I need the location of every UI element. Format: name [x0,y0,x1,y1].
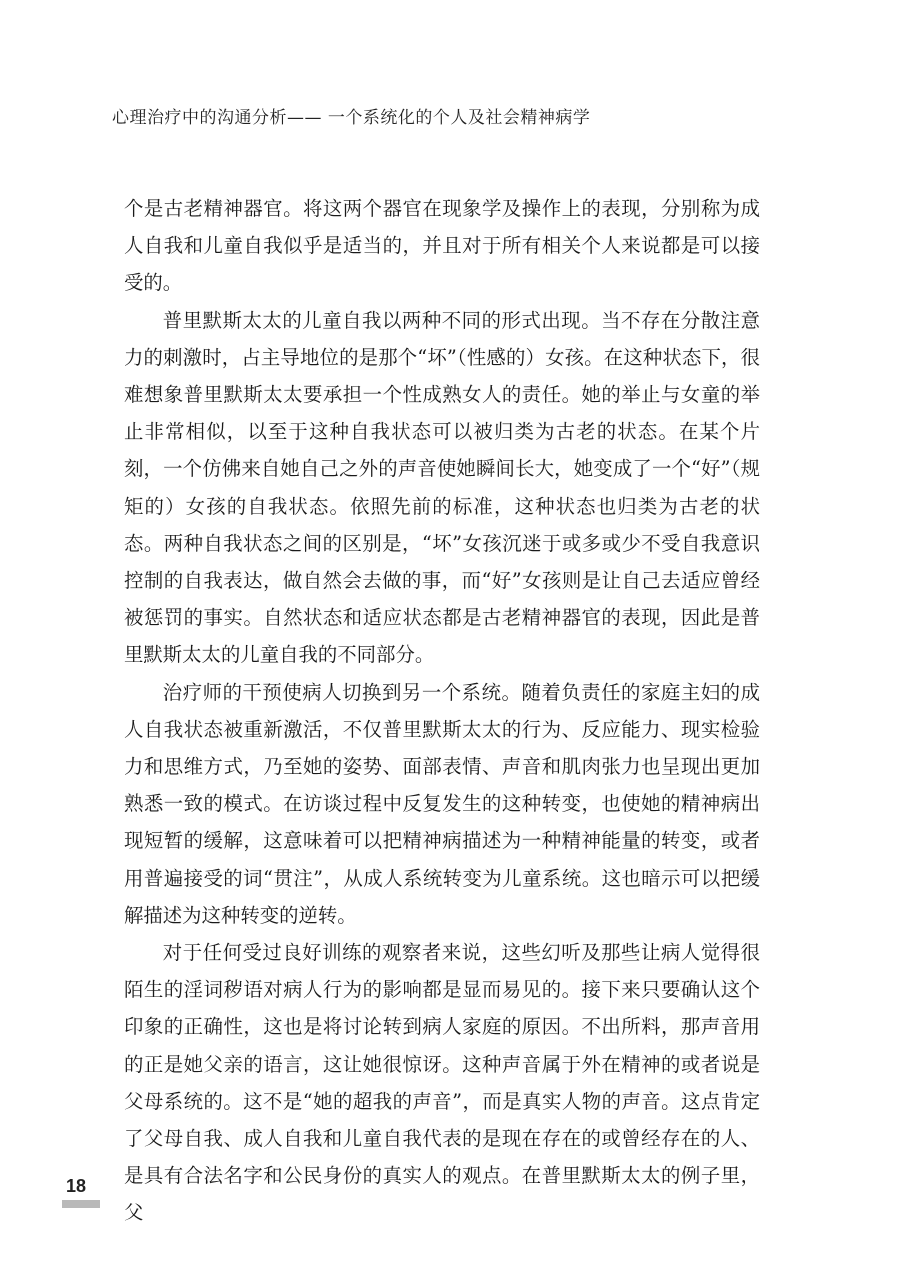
running-header: 心理治疗中的沟通分析—— 一个系统化的个人及社会精神病学 [112,108,591,128]
paragraph-2: 普里默斯太太的儿童自我以两种不同的形式出现。当不存在分散注意力的刺激时，占主导地位的是那个“坏”（性感的）女孩。在这种状态下，很难想象普里默斯太太要承担一个性成熟女人的责任。她的举止与女童的举止非常相似，以至于这种自我状态可以被归类为古老的状态。在某个片刻，一个仿佛来自她自己之外的声音使她瞬间长大，她变成了一个“好”（规矩的）女孩的自我状态。依照先前的标准，这种状态也归类为古老的状态。两种自我状态之间的区别是，“坏”女孩沉迷于或多或少不受自我意识控制的自我表达，做自然会去做的事，而“好”女孩则是让自己去适应曾经被惩罚的事实。自然状态和适应状态都是古老精神器官的表现，因此是普里默斯太太的儿童自我的不同部分。 [124,308,760,667]
paragraph-3: 治疗师的干预使病人切换到另一个系统。随着负责任的家庭主妇的成人自我状态被重新激活，不仅普里默斯太太的行为、反应能力、现实检验力和思维方式，乃至她的姿势、面部表情、声音和肌肉张力也呈现出更加熟悉一致的模式。在访谈过程中反复发生的这种转变，也使她的精神病出现短暂的缓解，这意味着可以把精神病描述为一种精神能量的转变，或者用普遍接受的词“贯注”，从成人系统转变为儿童系统。这也暗示可以把缓解描述为这种转变的逆转。 [124,680,760,927]
page-number-bar [62,1200,100,1208]
paragraph-1: 个是古老精神器官。将这两个器官在现象学及操作上的表现，分别称为成人自我和儿童自我似乎是适当的，并且对于所有相关个人来说都是可以接受的。 [124,197,760,295]
paragraph-4: 对于任何受过良好训练的观察者来说，这些幻听及那些让病人觉得很陌生的淫词秽语对病人行为的影响都是显而易见的。接下来只要确认这个印象的正确性，这也是将讨论转到病人家庭的原因。不出所料，那声音用的正是她父亲的语言，这让她很惊讶。这种声音属于外在精神的或者说是父母系统的。这不是“她的超我的声音”，而是真实人物的声音。这点肯定了父母自我、成人自我和儿童自我代表的是现在存在的或曾经存在的人、是具有合法名字和公民身份的真实人的观点。在普里默斯太太的例子里，父 [124,941,760,1225]
page-number: 18 [66,1176,87,1196]
body-text [124,190,760,1232]
